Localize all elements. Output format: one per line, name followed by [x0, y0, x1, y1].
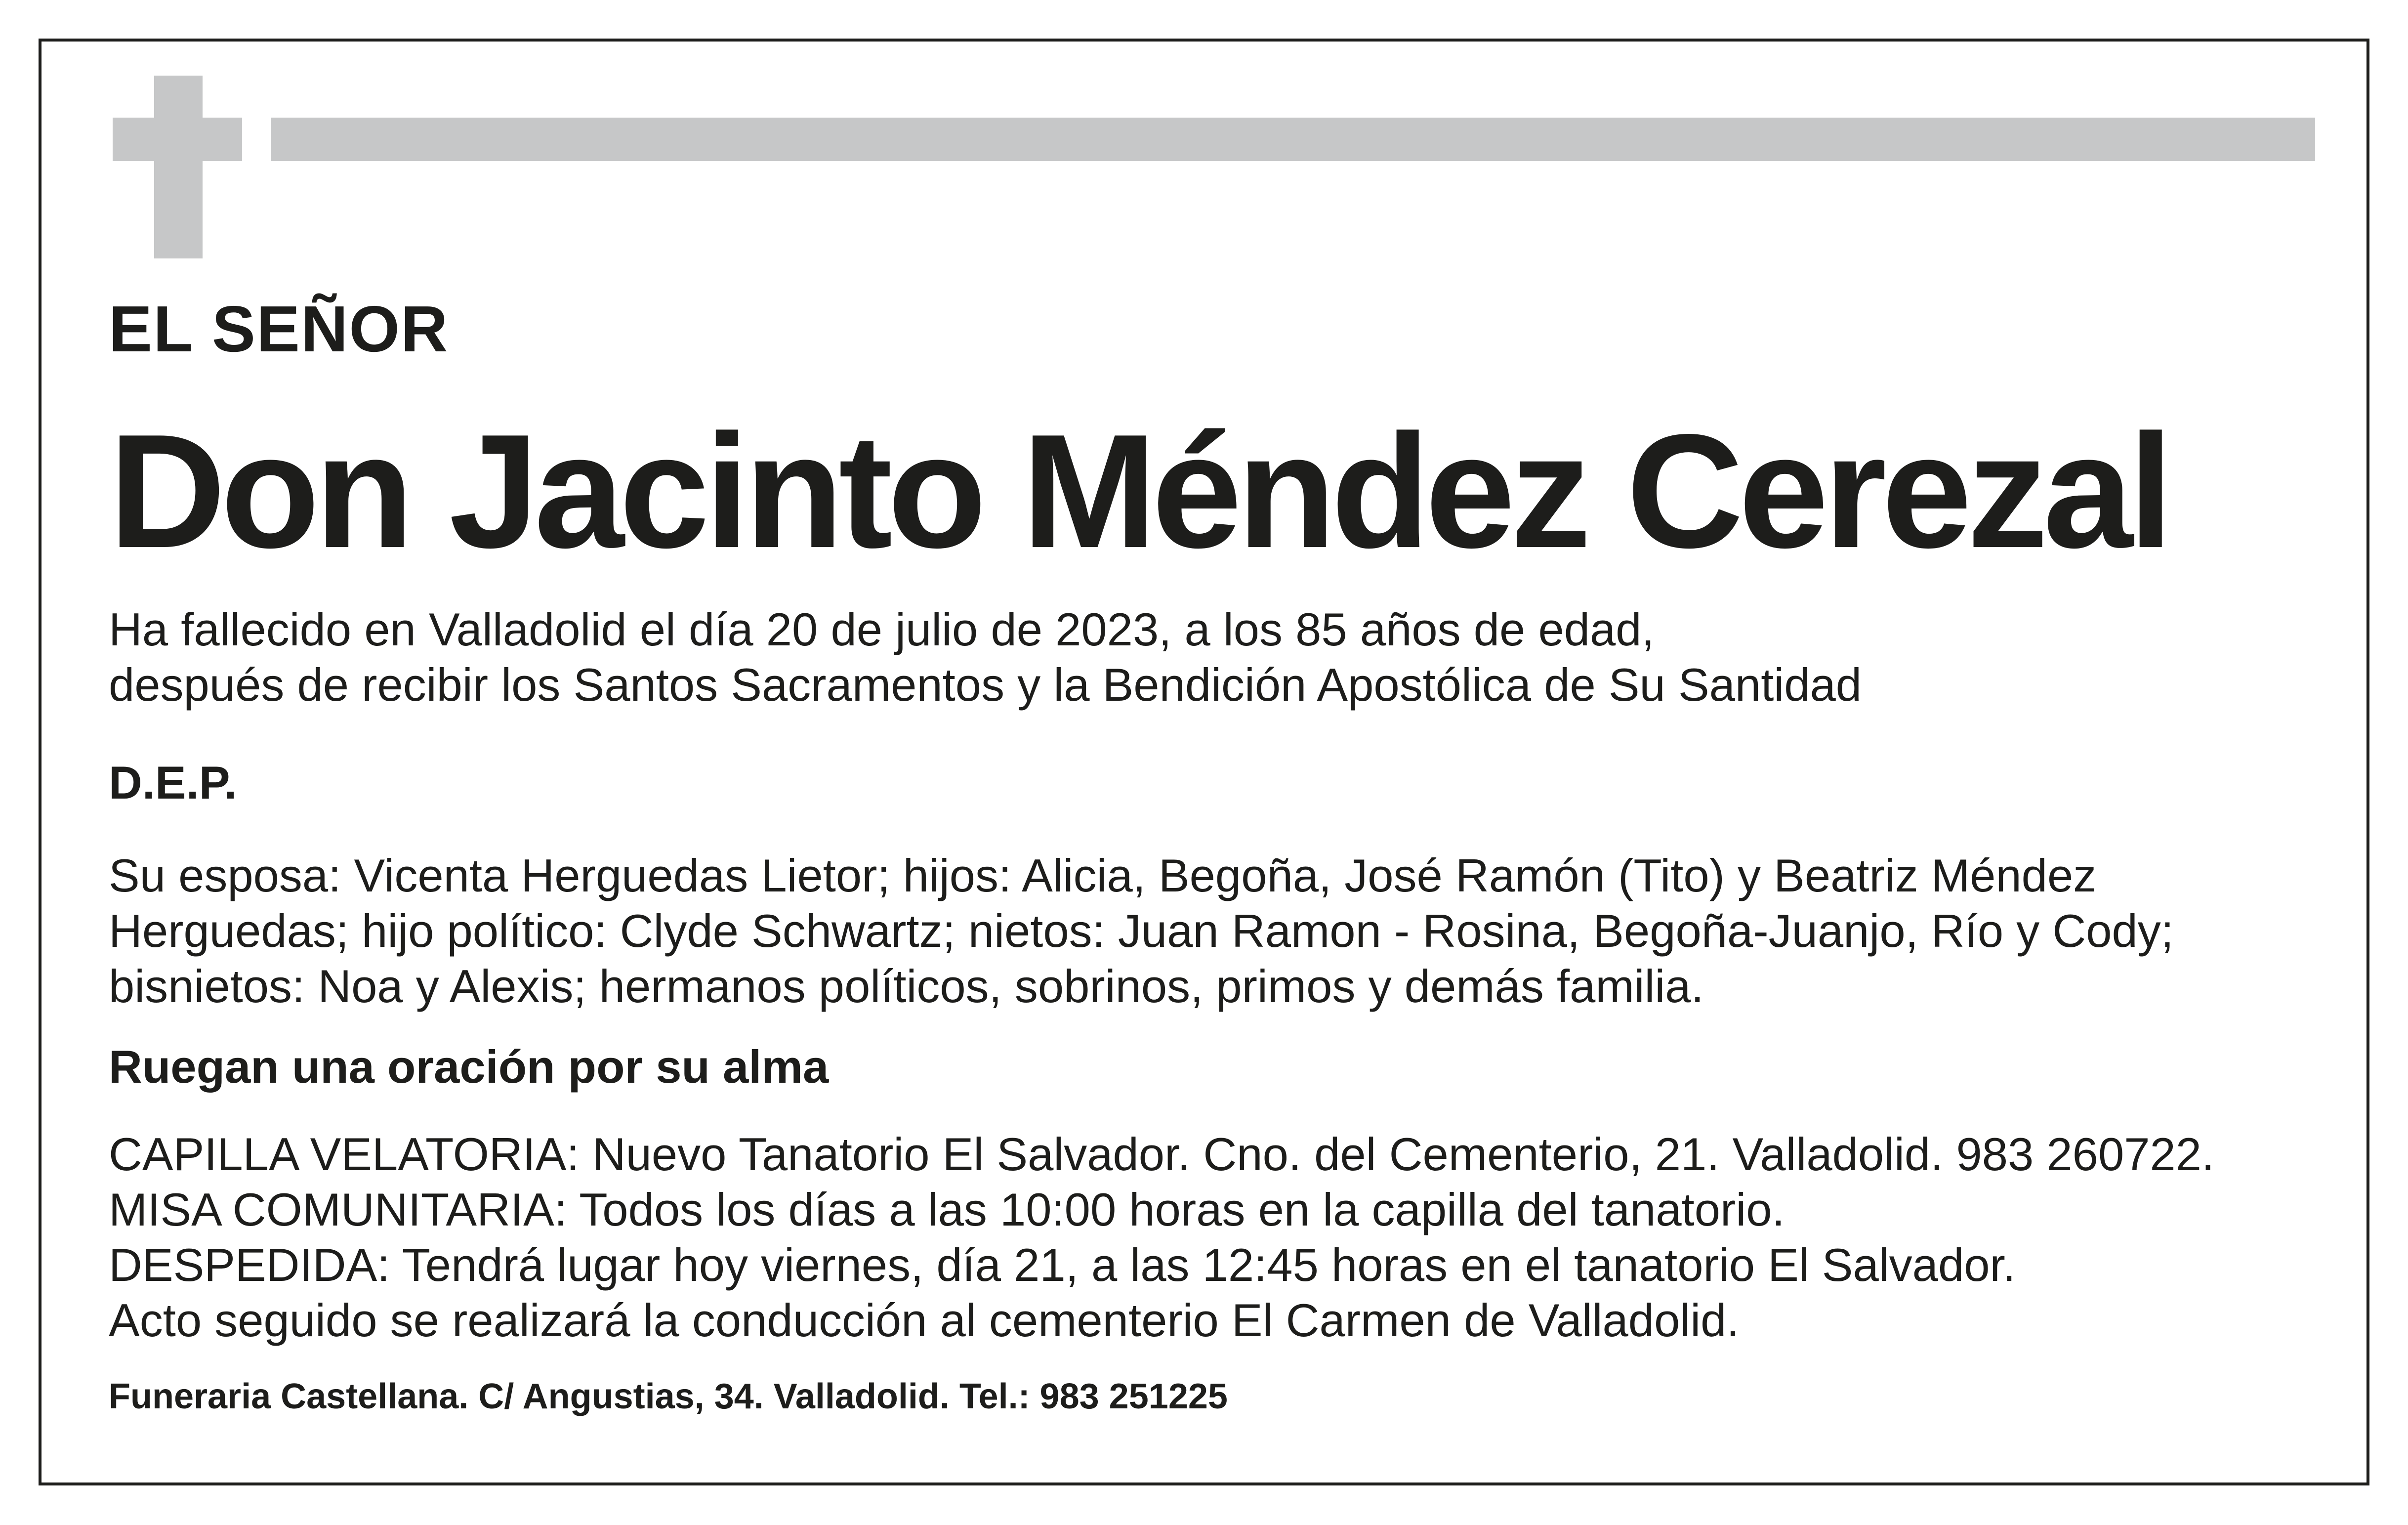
- notice-title: EL SEÑOR: [109, 293, 449, 365]
- cross-icon-arm: [113, 118, 242, 161]
- header-divider-bar: [271, 118, 2315, 161]
- prayer-request: Ruegan una oración por su alma: [109, 1041, 829, 1093]
- service-line: Acto seguido se realizará la conducción al cementerio El Carmen de Valladolid.: [109, 1294, 1740, 1346]
- announcement-line: después de recibir los Santos Sacramentos y la Bendición Apostólica de Su Santidad: [109, 659, 1862, 711]
- deceased-name: Don Jacinto Méndez Cerezal: [109, 400, 2168, 582]
- service-details: [109, 1127, 2214, 1348]
- rip-label: D.E.P.: [109, 757, 237, 808]
- family-line: bisnietos: Noa y Alexis; hermanos políticos, sobrinos, primos y demás familia.: [109, 960, 1704, 1012]
- death-announcement: [109, 602, 1862, 713]
- service-line: MISA COMUNITARIA: Todos los días a las 10:00 horas en la capilla del tanatorio.: [109, 1184, 1785, 1235]
- service-line: DESPEDIDA: Tendrá lugar hoy viernes, día 21, a las 12:45 horas en el tanatorio El Salvador.: [109, 1239, 2016, 1291]
- funeral-home-footer: Funeraria Castellana. C/ Angustias, 34. Valladolid. Tel.: 983 251225: [109, 1377, 1228, 1416]
- family-line: Herguedas; hijo político: Clyde Schwartz; nietos: Juan Ramon - Rosina, Begoña-Juanjo, Río y Cody;: [109, 905, 2174, 957]
- announcement-line: Ha fallecido en Valladolid el día 20 de julio de 2023, a los 85 años de edad,: [109, 603, 1655, 655]
- service-line: CAPILLA VELATORIA: Nuevo Tanatorio El Salvador. Cno. del Cementerio, 21. Valladolid. 983 260722.: [109, 1128, 2215, 1180]
- cross-icon: [154, 76, 203, 258]
- family-list: [109, 848, 2174, 1014]
- family-line: Su esposa: Vicenta Herguedas Lietor; hijos: Alicia, Begoña, José Ramón (Tito) y Beatriz Méndez: [109, 849, 2097, 901]
